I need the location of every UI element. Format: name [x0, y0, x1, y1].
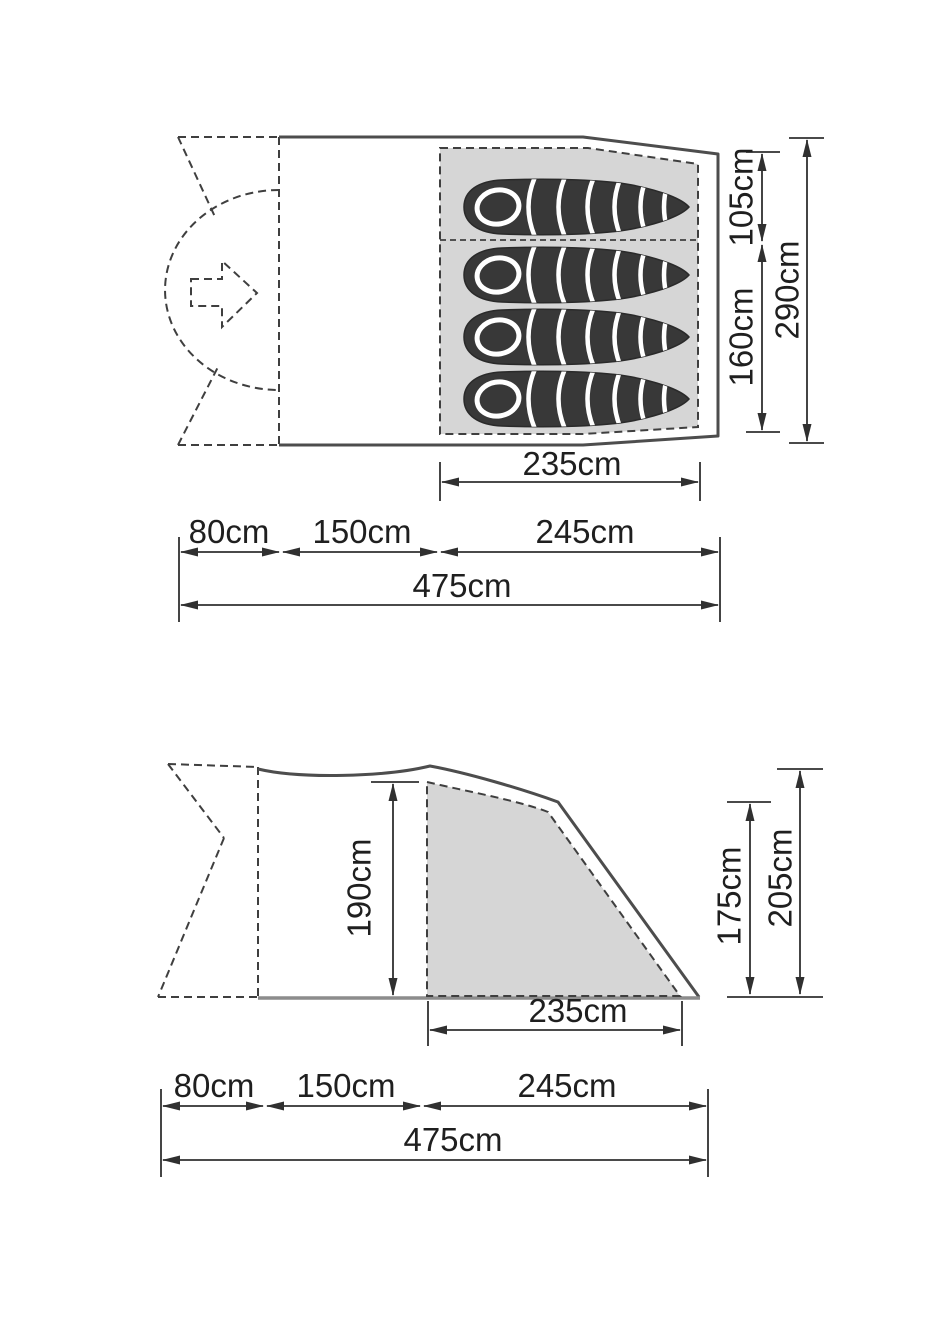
dim-label-205cm: 205cm — [761, 828, 799, 928]
dim-label-80cm: 80cm — [188, 513, 270, 550]
dim-label-150cm: 150cm — [312, 513, 412, 550]
dim-label-side-235cm: 235cm — [528, 992, 628, 1029]
dim-label-side-80cm: 80cm — [173, 1067, 255, 1104]
dim-label-side-245cm: 245cm — [517, 1067, 617, 1104]
dim-label-235cm: 235cm — [522, 445, 622, 482]
dim-label-side-475cm: 475cm — [403, 1121, 503, 1158]
dim-label-105cm: 105cm — [722, 147, 760, 247]
dim-label-245cm: 245cm — [535, 513, 635, 550]
dim-label-175cm: 175cm — [710, 846, 748, 946]
dim-label-190cm: 190cm — [340, 838, 378, 938]
dim-label-475cm: 475cm — [412, 567, 512, 604]
dim-label-side-150cm: 150cm — [296, 1067, 396, 1104]
dim-label-160cm: 160cm — [722, 287, 760, 387]
dim-label-290cm: 290cm — [768, 240, 806, 340]
